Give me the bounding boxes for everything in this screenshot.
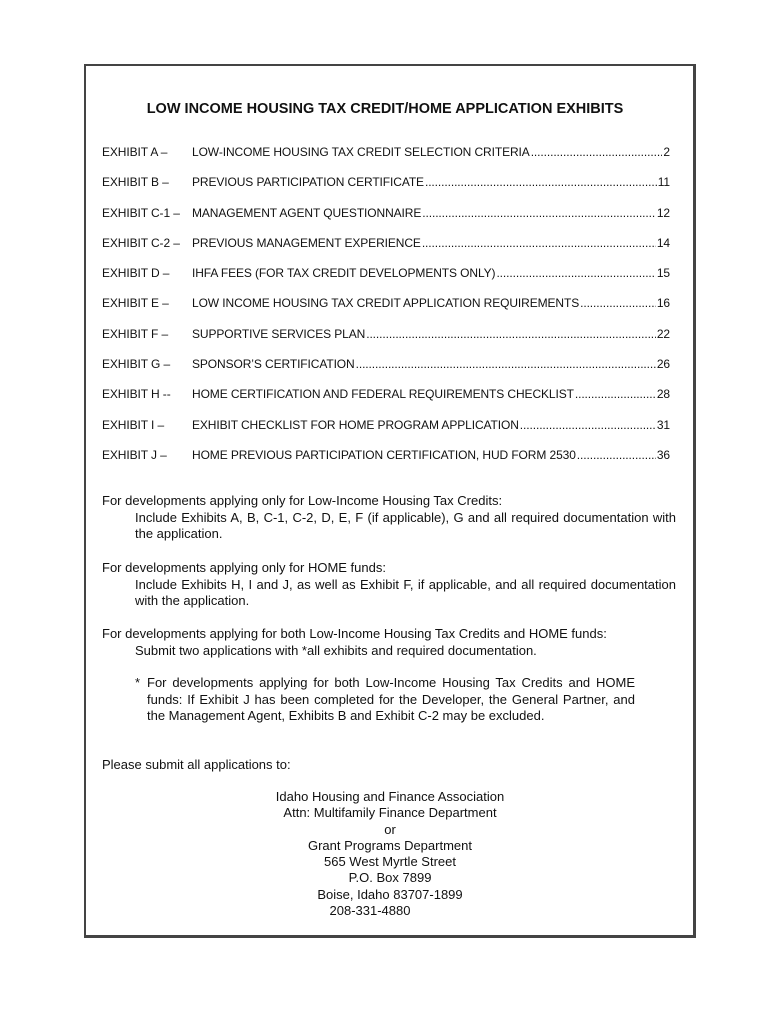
exhibit-row <box>102 357 670 387</box>
mailing-address <box>0 789 770 919</box>
dot-leader <box>356 357 656 371</box>
address-line: or <box>384 821 396 837</box>
exhibit-row <box>102 327 670 357</box>
exhibit-page: 16 <box>656 296 670 311</box>
exhibit-title: HOME PREVIOUS PARTICIPATION CERTIFICATION, HUD FORM 2530 <box>192 447 576 462</box>
exhibit-row <box>102 418 670 448</box>
page-title: LOW INCOME HOUSING TAX CREDIT/HOME APPLICATION EXHIBITS <box>146 101 624 117</box>
dot-leader <box>366 327 656 341</box>
address-line: Idaho Housing and Finance Association <box>275 789 505 804</box>
exhibit-row <box>102 206 670 236</box>
dot-leader <box>577 448 656 462</box>
home-body: Include Exhibits H, I and J, as well as Exhibit F, if applicable, and all required documentation with the application. <box>135 576 676 608</box>
address-line: 208-331-4880 <box>329 903 411 919</box>
exhibit-page: 14 <box>656 235 670 250</box>
address-line: P.O. Box 7899 <box>348 870 432 886</box>
exhibit-row <box>102 236 670 266</box>
exhibit-page: 15 <box>656 266 670 281</box>
dot-leader <box>520 418 656 432</box>
exhibit-row <box>102 266 670 296</box>
exhibit-page: 22 <box>656 326 670 341</box>
exhibit-page: 2 <box>663 145 670 159</box>
exhibit-label: EXHIBIT C-2 – <box>102 235 180 250</box>
address-line: 565 West Myrtle Street <box>324 854 456 870</box>
dot-leader <box>531 145 663 159</box>
exhibit-label: EXHIBIT G – <box>102 357 171 372</box>
exhibit-page: 36 <box>656 447 670 462</box>
footnote-text: For developments applying for both Low-Income Housing Tax Credits and HOME funds: If Exhibit J has been completed for the Developer, the General Partner, and the Management Agent, Exhibits B and Exhibit C-2 may be excluded. <box>147 675 635 723</box>
exhibit-title: IHFA FEES (FOR TAX CREDIT DEVELOPMENTS ONLY) <box>192 266 496 281</box>
both-instructions <box>102 626 676 659</box>
both-heading: For developments applying for both Low-Income Housing Tax Credits and HOME funds: <box>102 626 607 641</box>
address-line: Grant Programs Department <box>307 837 472 853</box>
exhibit-label: EXHIBIT A – <box>102 145 168 159</box>
exhibit-label: EXHIBIT J – <box>102 447 167 462</box>
footnote-marker: * <box>135 675 141 690</box>
exhibit-row <box>102 387 670 417</box>
exhibit-row <box>102 448 670 478</box>
dot-leader <box>580 296 656 310</box>
exhibit-label: EXHIBIT F – <box>102 326 169 341</box>
exhibit-page: 31 <box>656 417 670 432</box>
exhibit-title: LOW INCOME HOUSING TAX CREDIT APPLICATION REQUIREMENTS <box>192 296 580 311</box>
exhibit-list <box>102 145 670 478</box>
both-body: Submit two applications with *all exhibits and required documentation. <box>135 642 537 658</box>
exhibit-title: MANAGEMENT AGENT QUESTIONNAIRE <box>192 205 422 220</box>
dot-leader <box>422 206 656 220</box>
exhibit-title: SUPPORTIVE SERVICES PLAN <box>192 326 366 341</box>
dot-leader <box>422 236 656 250</box>
dot-leader <box>425 175 657 189</box>
exhibit-label: EXHIBIT B – <box>102 175 169 190</box>
exhibit-title: SPONSOR’S CERTIFICATION <box>192 357 355 372</box>
exhibit-row <box>102 175 670 205</box>
exhibit-page: 28 <box>656 387 670 402</box>
home-instructions <box>102 560 676 610</box>
tax-credit-heading: For developments applying only for Low-Income Housing Tax Credits: <box>102 493 503 508</box>
tax-credit-instructions <box>102 493 676 543</box>
exhibit-label: EXHIBIT H -- <box>102 387 171 402</box>
submit-line: Please submit all applications to: <box>102 757 291 772</box>
exhibit-title: LOW-INCOME HOUSING TAX CREDIT SELECTION CRITERIA <box>192 145 530 159</box>
exhibit-page: 12 <box>656 205 670 220</box>
dot-leader <box>575 387 656 401</box>
exhibit-label: EXHIBIT I – <box>102 417 165 432</box>
exhibit-label: EXHIBIT E – <box>102 296 169 311</box>
exhibit-page: 26 <box>656 357 670 372</box>
exhibit-row <box>102 145 670 175</box>
dot-leader <box>496 266 655 280</box>
exhibit-title: HOME CERTIFICATION AND FEDERAL REQUIREMENTS CHECKLIST <box>192 387 574 402</box>
exhibit-page: 11 <box>657 175 670 190</box>
exhibit-title: EXHIBIT CHECKLIST FOR HOME PROGRAM APPLICATION <box>192 417 519 432</box>
address-line: Boise, Idaho 83707-1899 <box>317 886 463 902</box>
tax-credit-body: Include Exhibits A, B, C-1, C-2, D, E, F (if applicable), G and all required documentation with the application. <box>135 509 676 541</box>
exhibit-title: PREVIOUS PARTICIPATION CERTIFICATE <box>192 175 424 190</box>
exhibit-label: EXHIBIT D – <box>102 266 170 281</box>
exhibit-row <box>102 296 670 326</box>
exhibit-label: EXHIBIT C-1 – <box>102 205 180 220</box>
footnote <box>135 675 635 725</box>
home-heading: For developments applying only for HOME funds: <box>102 560 386 575</box>
address-line: Attn: Multifamily Finance Department <box>283 805 497 821</box>
exhibit-title: PREVIOUS MANAGEMENT EXPERIENCE <box>192 235 421 250</box>
